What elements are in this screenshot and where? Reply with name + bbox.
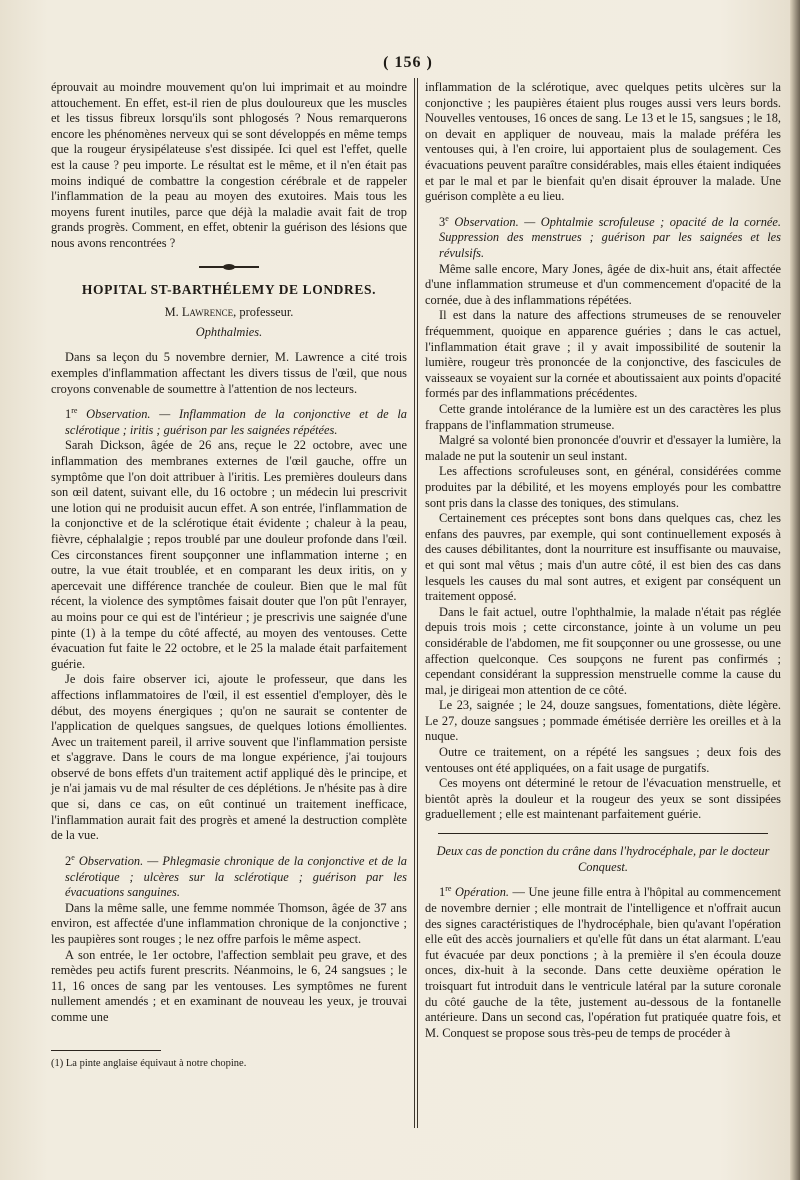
section-divider-ornament: [199, 264, 259, 270]
operation-1-text: — Une jeune fille entra à l'hôpital au commencement de novembre dernier ; elle montrait de l'intelligence et n'offrait aucun des signes caractéristiques de l'hydrocéphale, bien qu'avant l'opération elle eût des accès journaliers et qu'elle fût dans un état alarmant. L'eau fut évacuée par deux ponctions ; à la première il s'en écoula douze onces, dix-huit à la seconde. Dans cette deuxième opération le troisquart fut introduit dans le ventricule latéral par la suture coronale du côté gauche de la tête, justement au-dessous de la fontanelle antérieure. Dans un second cas, l'opération fut pratiquée quatre fois, et M. Conquest se propose sous très-peu de temps de procéder à: [425, 885, 781, 1040]
footnote: (1) La pinte anglaise équivaut à notre chopine.: [51, 1057, 247, 1069]
observation-3-paragraph-9: Outre ce traitement, on a répété les sangsues ; deux fois des ventouses ont été appliquées, on a fait usage de purgatifs.: [425, 745, 781, 775]
operation-1-paragraph: [425, 881, 781, 1041]
observation-3-lead: Observation.: [454, 214, 519, 229]
professor-name: Lawrence: [181, 305, 234, 320]
observation-1-commentary: Je dois faire observer ici, ajoute le professeur, que dans les affections inflammatoires de l'œil, il est essentiel d'employer, dès le début, des moyens énergiques ; qu'on ne saurait se contenter de l'application de quelques sangsues, de quelques lotions émollientes. Avec un traitement pareil, il arrive souvent que l'inflammation persiste et s'aggrave. Dans le cours de ma longue expérience, j'ai toujours observé de bons effets d'un traitement actif appliqué dès le principe, et je n'ai jamais vu de mal résulter de ces déplétions. Je n'hésite pas à dire que si, dans ce cas, on eût continué un traitement inefficace, l'inflammation aurait fait des progrès et amené la destruction complète de la vue.: [51, 672, 407, 843]
observation-1-heading: [51, 403, 407, 438]
intro-paragraph: Dans sa leçon du 5 novembre dernier, M. Lawrence a cité trois exemples d'inflammation affectant les divers tissus de l'œil, que nous croyons convenable de soumettre à l'attention de nos lecteurs.: [51, 350, 407, 396]
operation-1-number: 1: [439, 885, 446, 900]
observation-3-paragraph-3: Cette grande intolérance de la lumière est un des caractères les plus frappans de l'inflammation strumeuse.: [425, 402, 781, 432]
observation-3-number: 3: [439, 214, 446, 229]
observation-3-paragraph-6: Certainement ces préceptes sont bons dans quelques cas, chez les enfans des pauvres, par exemple, qui sont continuellement exposés à des causes débilitantes, dont la nourriture est insuffisante ou mauvaise, et qui sont mal vêtus ; mais d'un autre côté, il est bien des cas dans lesquels les causes du mal sont autres, et exigent par conséquent un traitement opposé.: [425, 511, 781, 604]
case-divider: [438, 833, 768, 834]
observation-1-number: 1: [65, 407, 72, 422]
observation-3-paragraph-5: Les affections scrofuleuses sont, en général, considérées comme produites par la débilité, et les moyens employés pour les combattre sont pris dans la classe des toniques, des stimulans.: [425, 464, 781, 510]
lecture-title: Ophthalmies.: [195, 324, 263, 339]
page-number: ( 156 ): [383, 54, 433, 71]
left-opening-paragraph: éprouvait au moindre mouvement qu'on lui imprimait et au moindre attouchement. En effet, est-il rien de plus douloureux que les muscles et les tissus fibreux lorsqu'ils sont phlogosés ? Nous remarquerons encore les phénomènes nerveux qui se sont développés en même temps que la rougeur érysipélateuse s'est dissipée. Ici quel est l'effet, quelle est la cause ? peu importe. Le résultat est le même, et il n'en était pas moins indiqué de combattre la congestion cérébrale et de rappeler l'inflammation de la peau au moyen des exutoires. Mais tous les moyens furent inutiles, parce que déjà la maladie avait fait de trop grands progrès. Comment, en effet, obtenir la guérison des lésions que nous avons rencontrées ?: [51, 80, 407, 250]
operation-1-lead: Opération.: [454, 885, 509, 900]
observation-1-sup: re: [71, 406, 78, 416]
observation-2-paragraph-1: Dans la même salle, une femme nommée Thomson, âgée de 37 ans environ, est affectée d'une inflammation chronique de la conjonctive ; les paupières sont rouges ; le nez offre parfois le même aspect.: [51, 900, 407, 946]
observation-3-heading: [425, 211, 781, 262]
observation-2-paragraph-2: A son entrée, le 1er octobre, l'affection semblait peu grave, et des remèdes peu actifs furent prescrits. Néanmoins, le 6, 24 sangsues ; le 11, 16 onces de sang par les ventouses. Les symptômes ne furent nullement amendés ; et en examinant de nouveau les yeux, je trouvai comme une: [51, 947, 407, 1024]
observation-2-title: — Phlegmasie chronique de la conjonctive et de la sclérotique ; ulcères sur la sclérotique ; guérison par les évacuations sanguines.: [65, 853, 407, 900]
observation-3-title: — Ophtalmie scrofuleuse ; opacité de la cornée. Suppression des menstrues ; guérison par les saignées et les révulsifs.: [439, 214, 781, 261]
observation-3-sup: e: [445, 213, 449, 223]
observation-3-paragraph-7: Dans le fait actuel, outre l'ophthalmie, la malade n'était pas réglée depuis trois mois ; cette circonstance, jointe à un volume un peu considérable de l'abdomen, me fit soupçonner ou une grossesse, ou une affection quelconque. Ces soupçons ne furent pas confirmés ; cependant considérant la suppression menstruelle comme la cause du mal, je dirigeai mon attention de ce côté.: [425, 604, 781, 697]
observation-3-paragraph-8: Le 23, saignée ; le 24, douze sangsues, fomentations, diète légère. Le 27, douze sangsues ; pommade émétisée derrière les oreilles et à la nuque.: [425, 698, 781, 744]
observation-1-title: — Inflammation de la conjonctive et de la sclérotique ; iritis ; guérison par les saignées répétées.: [65, 407, 407, 437]
column-rule: [414, 78, 415, 1128]
right-opening-paragraph: inflammation de la sclérotique, avec quelques petits ulcères sur la conjonctive ; les paupières étaient plus rouges aussi vers leurs bords. Nouvelles ventouses, 16 onces de sang. Le 13 et le 15, sangsues ; le 18, on devait en appliquer de nouveau, mais la malade préféra les ventouses qui, à l'en croire, lui apportaient plus de soulagement. Ces évacuations peuvent paraître considérables, mais elles étaient indiquées et par le mal et par le bienfait qu'en disait éprouver la malade. Une guérison complète a eu lieu.: [425, 80, 781, 204]
observation-3-paragraph-2: Il est dans la nature des affections strumeuses de se renouveler fréquemment, quoique en apparence guéries ; dans le cas actuel, l'inflammation était grave ; il y avait impossibilité de soutenir la lumière, rougeur très prononcée de la conjonctive, des fascicules de vaisseaux se voyaient sur la cornée et aboutissaient aux points d'opacité formés par des inflammations précédentes.: [425, 308, 781, 401]
hospital-heading: HOPITAL ST-BARTHÉLEMY DE LONDRES.: [81, 281, 377, 297]
observation-3-paragraph-10: Ces moyens ont déterminé le retour de l'évacuation menstruelle, et bientôt après la douleur et la rougeur des yeux se sont dissipées graduellement ; elle est maintenant parfaitement guérie.: [425, 776, 781, 822]
column-rule-double: [417, 78, 418, 1128]
right-column: [425, 80, 781, 1041]
observation-1-paragraph: Sarah Dickson, âgée de 26 ans, reçue le 22 octobre, avec une inflammation des membranes externes de l'œil gauche, offre un symptôme que l'on doit attribuer à l'iritis. Les premières douleurs dans son œil datent, suivant elle, du 16 octobre ; un médecin lui prescrivit une lotion qui ne produisit aucun effet. A son entrée, l'inflammation de la conjonctive et de la sclérotique était évidente ; chaleur à la peau, fièvre, céphalalgie ; repos troublé par une douleur profonde dans l'œil. Ces circonstances firent soupçonner une inflammation interne ; en outre, la vue était troublée, et en comparant les deux iritis, on y apercevait une différence tranchée de couleur. Bien que le mal fût récent, la violence des symptômes faisait douter que l'on pût l'enrayer, au moins pour ce qui est de l'intérieur ; je prescrivis une saignée d'une pinte (1) à la tempe du côté affecté, au moyen des ventouses. Cette évacuation fut faite le 22 octobre, et le 25 la malade était parfaitement guérie.: [51, 438, 407, 671]
left-column: [51, 80, 407, 1070]
page-edge-shadow: [790, 0, 800, 1180]
case-title: Deux cas de ponction du crâne dans l'hydrocéphale, par le docteur Conquest.: [436, 844, 770, 874]
observation-3-paragraph-4: Malgré sa volonté bien prononcée d'ouvrir et d'essayer la lumière, la malade ne put la soutenir un seul instant.: [425, 433, 781, 463]
professor-line: [51, 305, 407, 321]
observation-1-lead: Observation.: [86, 407, 151, 422]
observation-3-paragraph-1: Même salle encore, Mary Jones, âgée de dix-huit ans, était affectée d'une inflammation strumeuse et d'un commencement d'opacité de la cornée, due à des inflammations répétées.: [425, 261, 781, 307]
professor-prefix: M.: [164, 305, 179, 320]
observation-2-heading: [51, 850, 407, 901]
observation-2-number: 2: [65, 853, 72, 868]
observation-2-sup: e: [71, 852, 75, 862]
professor-suffix: , professeur.: [233, 305, 294, 320]
footnote-rule: [51, 1050, 161, 1051]
observation-2-lead: Observation.: [78, 853, 144, 868]
operation-1-sup: re: [445, 884, 452, 894]
